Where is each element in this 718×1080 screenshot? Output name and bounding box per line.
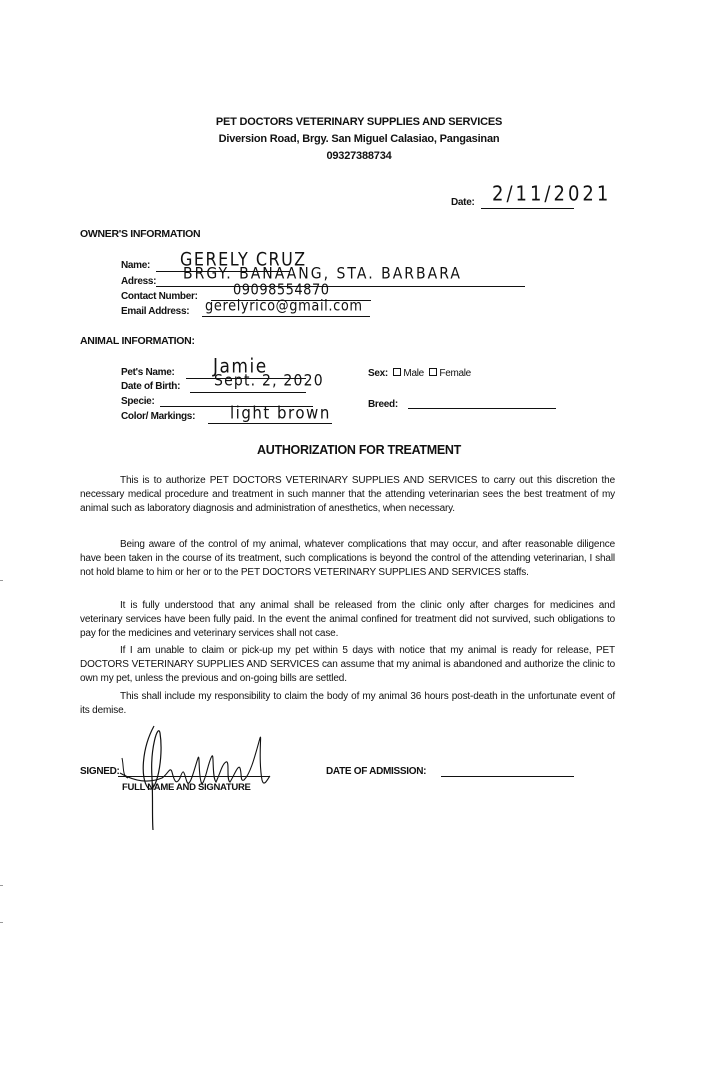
pet-name-value: Jamie — [213, 355, 268, 378]
scan-speck — [0, 922, 3, 923]
signed-label: SIGNED: — [80, 766, 120, 777]
sex-label: Sex: — [368, 368, 388, 379]
owner-name-label: Name: — [121, 260, 151, 271]
dob-value: Sept. 2, 2020 — [214, 371, 324, 390]
breed-label: Breed: — [368, 399, 398, 410]
female-checkbox[interactable] — [429, 368, 437, 376]
breed-line — [408, 408, 556, 409]
authorization-paragraph-4: If I am unable to claim or pick-up my pet within 5 days with notice that my animal is ready for release, PET DOCTORS VETERINARY SUPPLIES AND SERVICES can assume that my animal is abandoned and authorize the clinic to own my pet, unless the previous and on-going bills are settled. — [80, 645, 615, 685]
authorization-paragraph-5: This shall include my responsibility to claim the body of my animal 36 hours post-death in the unfortunate event of its demise. — [80, 691, 615, 717]
owner-address-line — [156, 286, 525, 287]
email-address-value: gerelyrico@gmail.com — [205, 297, 363, 315]
dob-line — [190, 392, 306, 393]
male-option-label: Male — [403, 368, 424, 379]
owner-name-value: GERELY CRUZ — [180, 248, 307, 270]
owner-section-title: OWNER'S INFORMATION — [80, 228, 201, 240]
email-address-line — [202, 316, 370, 317]
business-address: Diversion Road, Brgy. San Miguel Calasiao, Pangasinan — [218, 133, 500, 145]
color-markings-value: light brown — [230, 402, 331, 423]
owner-address-label: Adress: — [121, 276, 157, 287]
date-value: 2/11/2021 — [492, 181, 612, 206]
owner-address-value: BRGY. BANAANG, STA. BARBARA — [183, 264, 462, 283]
specie-label: Specie: — [121, 396, 155, 407]
animal-section-title: ANIMAL INFORMATION: — [80, 335, 195, 347]
contact-number-value: 09098554870 — [233, 281, 330, 299]
scan-speck — [0, 580, 3, 581]
sex-field — [368, 368, 471, 379]
email-address-label: Email Address: — [121, 306, 190, 317]
authorization-paragraph-2: Being aware of the control of my animal, whatever complications that may occur, and after reasonable diligence have been taken in the course of its treatment, such complications is beyond the control of the attending veterinarian, I shall not hold blame to him or her or to the PET DOCTORS VETERINARY SUPPLIES AND SERVICES staffs. — [80, 539, 615, 579]
pet-name-label: Pet's Name: — [121, 367, 175, 378]
business-name: PET DOCTORS VETERINARY SUPPLIES AND SERVICES — [215, 116, 503, 128]
authorization-paragraph-1: This is to authorize PET DOCTORS VETERINARY SUPPLIES AND SERVICES to carry out this discretion the necessary medical procedure and treatment in such manner that the attending veterinarian sees the best treatment of my animal such as laboratory diagnosis and administration of anesthetics, when necessary. — [80, 475, 615, 515]
date-of-admission-label: DATE OF ADMISSION: — [326, 766, 427, 777]
dob-label: Date of Birth: — [121, 381, 181, 392]
authorization-paragraph-3: It is fully understood that any animal shall be released from the clinic only after charges for medicines and veterinary services have been fully paid. In the event the animal confined for treatment did not survived, such obligations to pay for the medicines and veterinary services shall not case. — [80, 600, 615, 640]
authorization-title: AUTHORIZATION FOR TREATMENT — [257, 443, 461, 457]
color-markings-label: Color/ Markings: — [121, 411, 196, 422]
female-option-label: Female — [439, 368, 471, 379]
date-label: Date: — [451, 197, 475, 208]
scan-speck — [0, 885, 3, 886]
color-markings-line — [208, 423, 332, 424]
contact-number-label: Contact Number: — [121, 291, 198, 302]
date-of-admission-line — [441, 776, 574, 777]
business-phone: 09327388734 — [326, 150, 392, 162]
date-line — [481, 208, 574, 209]
male-checkbox[interactable] — [393, 368, 401, 376]
full-name-signature-label: FULL NAME AND SIGNATURE — [122, 782, 251, 793]
handwritten-signature — [112, 718, 282, 833]
